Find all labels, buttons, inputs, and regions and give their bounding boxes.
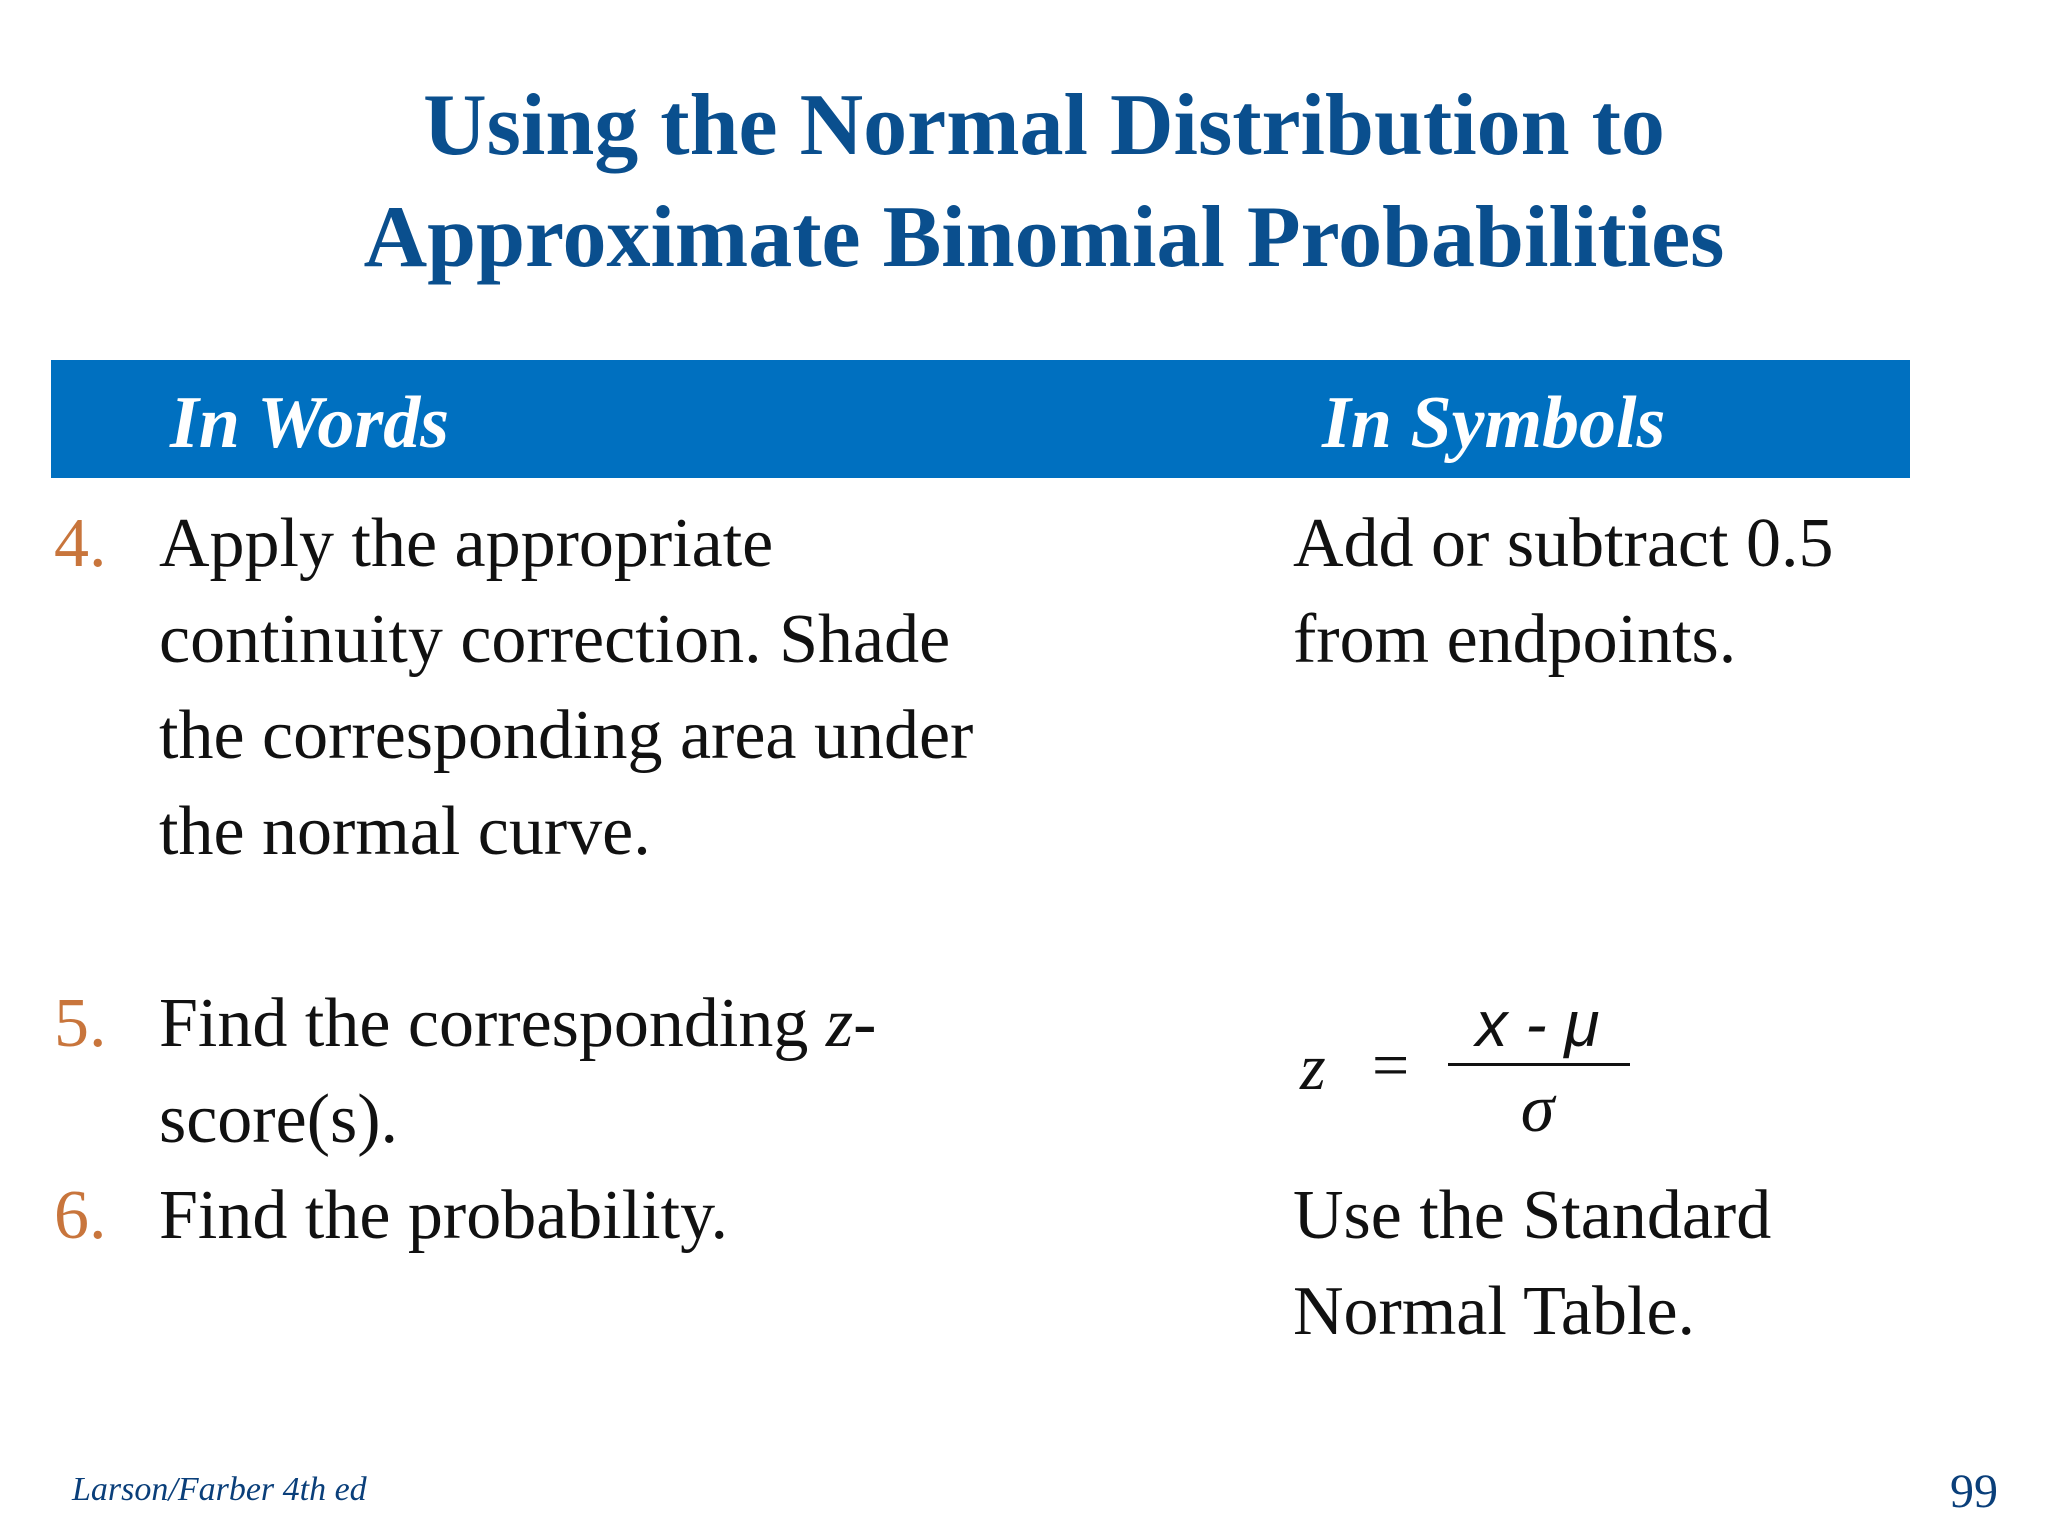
step-4-words: Apply the appropriate continuity correction. Shade the corresponding area under the normal curve. xyxy=(159,505,974,870)
z-score-formula xyxy=(1300,988,1640,1158)
formula-fraction-bar xyxy=(1448,1063,1630,1066)
slide-title-line-1: Using the Normal Distribution to xyxy=(423,77,1665,174)
step-4-number: 4. xyxy=(54,505,107,582)
step-5-words-suffix: -score(s). xyxy=(159,985,877,1158)
footer-source: Larson/Farber 4th ed xyxy=(72,1471,367,1508)
step-6-words: Find the probability. xyxy=(159,1177,729,1254)
step-5-words-prefix: Find the corresponding xyxy=(159,985,826,1062)
formula-lhs: z xyxy=(1300,1031,1326,1104)
step-4-symbols: Add or subtract 0.5 from endpoints. xyxy=(1293,505,1834,678)
step-5-words xyxy=(159,976,1039,1168)
step-5-number: 5. xyxy=(54,985,107,1062)
formula-denominator: σ xyxy=(1520,1070,1555,1146)
step-6-number: 6. xyxy=(54,1177,107,1254)
column-header-in-symbols: In Symbols xyxy=(1322,382,1666,464)
formula-numerator: x - μ xyxy=(1475,988,1600,1060)
step-5-words-var: z xyxy=(825,985,854,1062)
page-number: 99 xyxy=(1950,1465,1998,1518)
column-header-in-words: In Words xyxy=(170,382,450,464)
formula-equals: = xyxy=(1372,1029,1410,1102)
slide-title-line-2: Approximate Binomial Probabilities xyxy=(363,189,1725,286)
step-6-symbols: Use the Standard Normal Table. xyxy=(1293,1177,1772,1350)
slide-title xyxy=(0,70,2048,294)
